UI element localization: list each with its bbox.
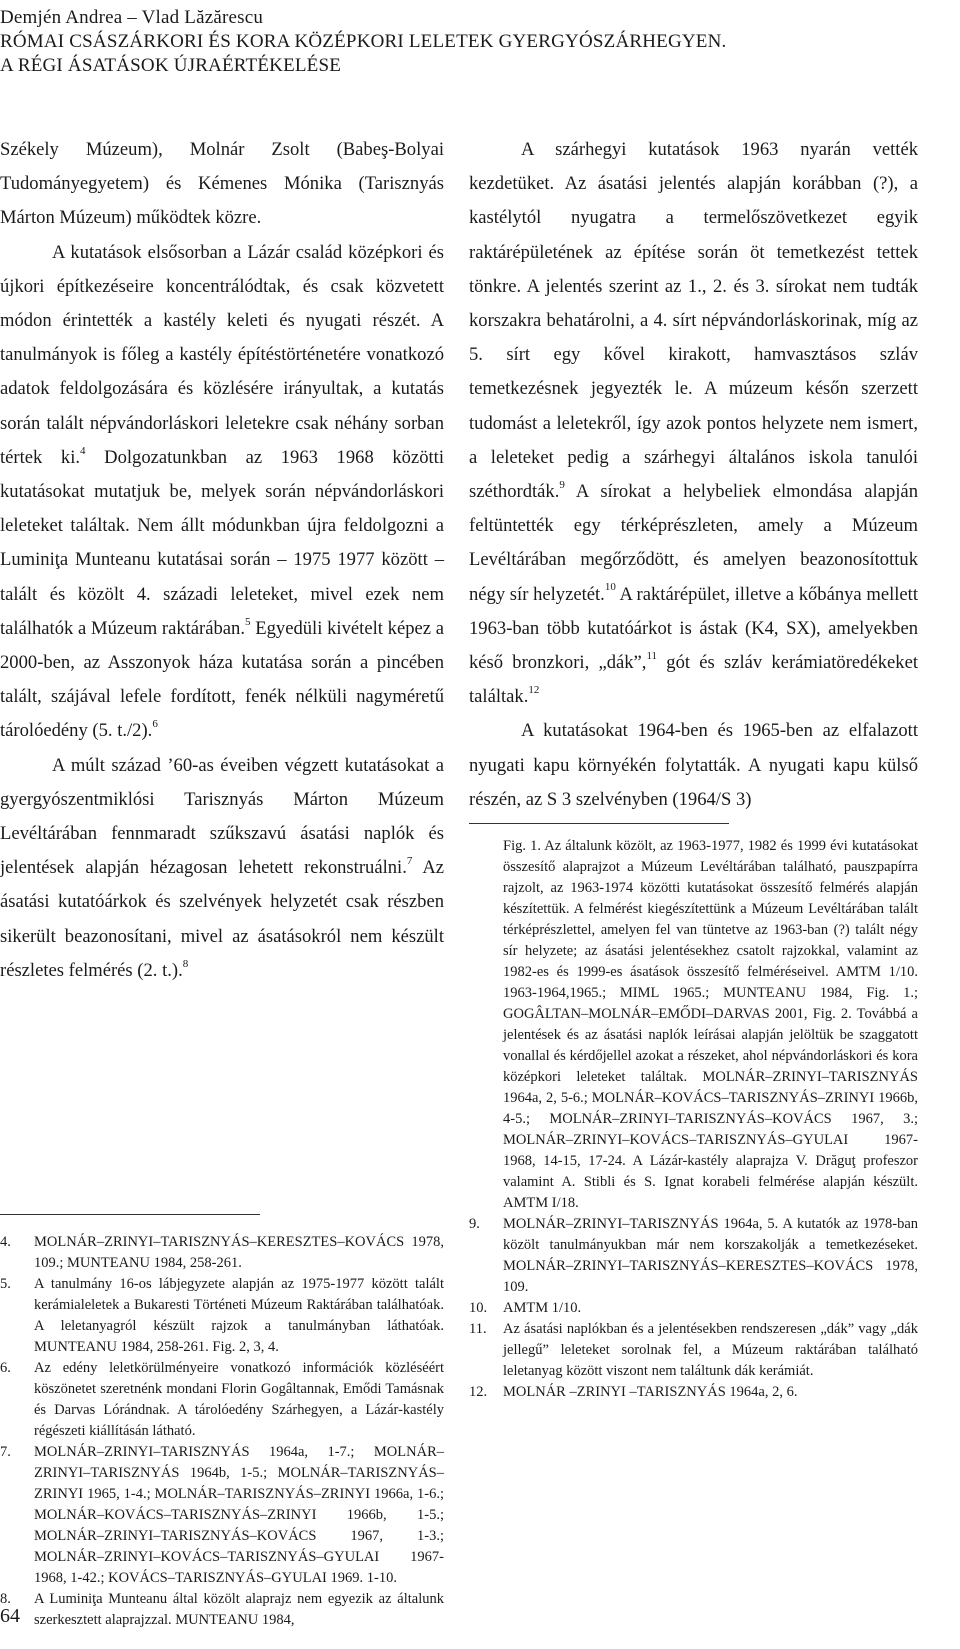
footnote-ref-10[interactable]: 10 bbox=[604, 581, 616, 594]
footnote-ref-5[interactable]: 5 bbox=[245, 615, 251, 628]
footnote-text: A Luminiţa Munteanu által közölt alaprajz nem egyezik az általunk szerkesztett alaprajzzal. MUNTEANU 1984, bbox=[34, 1591, 444, 1628]
footnote-number: 5. bbox=[0, 1276, 11, 1292]
footnote-item bbox=[0, 1589, 444, 1631]
footnote-number bbox=[469, 836, 503, 1214]
footnote-number: 9. bbox=[469, 1216, 480, 1232]
footnote-item bbox=[0, 1232, 444, 1274]
footnote-text: Fig. 1. Az általunk közölt, az 1963-1977, 1982 és 1999 évi kutatásokat összesítő alaprajzot a Múzeum Levéltárában található, pauszpapírra rajzolt, az 1963-1974 közötti kutatásokat összesítő felmérés alapján készítettük. A felmérést kiegészítettünk a Múzeum Levéltárában talált térképrészlettel, amelyen fel van tüntetve az 1963-ban (?) talált négy sír helyzete; az ásatási jelentésekhez csatolt rajzokkal, valamint az 1982-es és 1999-es ásatások összesítő felméréseivel. AMTM 1/10. 1963-1964,1965.; MIML 1965.; MUNTEANU 1984, Fig. 1.; GOGÂLTAN–MOLNÁR–EMŐDI–DARVAS 2001, Fig. 2. Továbbá a jelentések és az ásatási naplók leírásai alapján jelöltük be szaggatott vonallal és kérdőjellel azokat a részeket, ahol népvándorláskori és kora középkori leleteket találtak. MOLNÁR–ZRINYI–TARISZNYÁS 1964a, 2, 5-6.; MOLNÁR–KOVÁCS–TARISZNYÁS–ZRINYI 1966b, 4-5.; MOLNÁR–ZRINYI–TARISZNYÁS–KOVÁCS 1967, 3.; MOLNÁR–ZRINYI–KOVÁCS–TARISZNYÁS–GYULAI 1967-1968, 14-15, 17-24. A Lázár-kastély alaprajza V. Drăguţ profeszor valamint A. Stibli és S. Ignat korabeli felmérése alapján készült. AMTM I/18. bbox=[503, 838, 918, 1211]
paragraph-text: Az ásatási kutatóárkok és szelvények helyzetét csak részben sikerült beazonosítani, mivel az ásatásokról nem készült részletes felmérés (2. t.). bbox=[0, 857, 444, 981]
footnote-number: 10. bbox=[469, 1300, 488, 1316]
paragraph-1963-research bbox=[469, 133, 918, 714]
paragraph-text: A sírokat a helybeliek elmondása alapján feltüntették egy térképrészleten, amely a Múzeum Levéltárában megőrződött, és amelyen beazonosítottuk négy sír helyzetét. bbox=[469, 481, 918, 605]
footnote-text: MOLNÁR–ZRINYI–TARISZNYÁS 1964a, 5. A kutatók az 1978-ban közölt tanulmányukban már nem korszakolják a temetkezéseket. MOLNÁR–ZRINYI–TARISZNYÁS–KERESZTES–KOVÁCS 1978, 109. bbox=[503, 1216, 918, 1295]
footnote-ref-11[interactable]: 11 bbox=[646, 649, 658, 662]
footnote-separator bbox=[0, 1214, 260, 1215]
page-number: 64 bbox=[0, 1605, 20, 1627]
footnote-text: A tanulmány 16-os lábjegyzete alapján az 1975-1977 között talált kerámialeletek a Bukaresti Történeti Múzeum Raktárában találhatóak. A leletanyagról készült rajzok a tanulmányban láthatóak. MUNTEANU 1984, 258-261. Fig. 2, 3, 4. bbox=[34, 1276, 444, 1355]
footnote-ref-6[interactable]: 6 bbox=[152, 718, 158, 731]
header-authors: Demjén Andrea – Vlad Lăzărescu bbox=[0, 7, 264, 28]
footnote-item bbox=[0, 1358, 444, 1442]
footnote-ref-8[interactable]: 8 bbox=[182, 957, 189, 970]
footnote-text: MOLNÁR –ZRINYI –TARISZNYÁS 1964a, 2, 6. bbox=[503, 1384, 798, 1400]
header-title-line-1: RÓMAI CSÁSZÁRKORI ÉS KORA KÖZÉPKORI LELETEK GYERGYÓSZÁRHEGYEN. bbox=[0, 31, 727, 52]
footnote-item bbox=[469, 1214, 918, 1298]
footnote-item bbox=[469, 1298, 918, 1319]
footnote-text: AMTM 1/10. bbox=[503, 1300, 582, 1316]
footnote-ref-7[interactable]: 7 bbox=[406, 855, 413, 868]
footnote-separator bbox=[469, 823, 729, 824]
paragraph-sixties-research bbox=[0, 749, 444, 988]
paragraph-text: A szárhegyi kutatások 1963 nyarán vették kezdetüket. Az ásatási jelentés alapján korábban (?), a kastélytól nyugatra a termelőszövetkezet egyik raktárépületének az építése során öt temetkezést tettek tönkre. A jelentés szerint az 1., 2. és 3. sírokat nem tudták korszakra behatárolni, a 4. sírt népvándorláskorinak, míg az 5. sírt egy kővel kirakott, hamvasztásos szláv temetkezésnek jegyezték le. A múzeum későn szerzett tudomást a leletekről, így azok pontos helyzete nem ismert, a leleteket pedig a szárhegyi általános iskola tanulói széthordták. bbox=[469, 139, 918, 503]
footnote-item bbox=[469, 1382, 918, 1403]
footnote-number: 11. bbox=[469, 1321, 487, 1337]
footnote-text: MOLNÁR–ZRINYI–TARISZNYÁS–KERESZTES–KOVÁCS 1978, 109.; MUNTEANU 1984, 258-261. bbox=[34, 1234, 444, 1271]
footnotes-left bbox=[0, 1232, 444, 1631]
footnote-number: 12. bbox=[469, 1384, 488, 1400]
paragraph-text: gót és szláv kerámiatöredékeket találtak. bbox=[469, 652, 918, 708]
footnote-number: 8. bbox=[0, 1591, 11, 1607]
paragraph-text: A raktárépület, illetve a kőbánya mellett 1963-ban több kutatóárkot is ástak (K4, SX), amelyekben késő bronzkori, „dák”, bbox=[469, 583, 918, 674]
left-text-column bbox=[0, 133, 444, 988]
paragraph-research-scope bbox=[0, 236, 444, 749]
right-text-column bbox=[469, 133, 918, 817]
paragraph-intro-continued: Székely Múzeum), Molnár Zsolt (Babeş-Bolyai Tudományegyetem) és Kémenes Mónika (Tarisznyás Márton Múzeum) működtek közre. bbox=[0, 139, 444, 229]
footnote-item bbox=[0, 1442, 444, 1589]
footnote-number: 4. bbox=[0, 1234, 11, 1250]
footnote-ref-9[interactable]: 9 bbox=[559, 478, 565, 491]
running-header bbox=[0, 6, 960, 78]
footnote-ref-4[interactable]: 4 bbox=[80, 444, 86, 457]
paragraph-1964-research: A kutatásokat 1964-ben és 1965-ben az elfalazott nyugati kapu környékén folytatták. A nyugati kapu külső részén, az S 3 szelvényben (1964/S 3) bbox=[469, 720, 918, 810]
footnote-item bbox=[469, 836, 918, 1214]
paragraph-text: Egyedüli kivételt képez a 2000-ben, az Asszonyok háza kutatása során a pincében talált, szájával lefele fordított, fenék nélküli nagyméretű tárolóedény (5. t./2). bbox=[0, 617, 445, 742]
footnote-text: Az edény leletkörülményeire vonatkozó információk közléséért köszönetet szeretnénk mondani Florin Gogâltannak, Emődi Tamásnak és Darvas Lórándnak. A tárolóedény Szárhegyen, a Lázár-kastély régészeti kiállításán látható. bbox=[34, 1360, 444, 1439]
paragraph-text: A kutatások elsősorban a Lázár család középkori és újkori építkezéseire koncentrálódtak, és csak közvetett módon érintették a kastély keleti és nyugati részét. A tanulmányok is főleg a kastély építéstörténetére vonatkozó adatok feldolgozására és közlésére irányultak, a kutatás során talált népvándorláskori leletekre csak néhány sorban tértek ki. bbox=[0, 241, 444, 468]
footnote-item bbox=[0, 1274, 444, 1358]
footnote-number: 7. bbox=[0, 1444, 11, 1460]
footnote-text: MOLNÁR–ZRINYI–TARISZNYÁS 1964a, 1-7.; MOLNÁR–ZRINYI–TARISZNYÁS 1964b, 1-5.; MOLNÁR–TARISZNYÁS–ZRINYI 1965, 1-4.; MOLNÁR–TARISZNYÁS–ZRINYI 1966a, 1-6.; MOLNÁR–KOVÁCS–TARISZNYÁS–ZRINYI 1966b, 1-5.; MOLNÁR–ZRINYI–TARISZNYÁS–KOVÁCS 1967, 1-3.; MOLNÁR–ZRINYI–KOVÁCS–TARISZNYÁS–GYULAI 1967-1968, 1-42.; KOVÁCS–TARISZNYÁS–GYULAI 1969. 1-10. bbox=[34, 1444, 444, 1586]
paragraph-text: Dolgozatunkban az 1963 1968 közötti kutatásokat mutatjuk be, melyek során népvándorláskori leleteket találtak. Nem állt módunkban újra feldolgozni a Luminiţa Munteanu kutatásai során – 1975 1977 között – talált és közölt 4. századi leleteket, mivel ezek nem találhatók a Múzeum raktárában. bbox=[0, 446, 444, 639]
footnote-item bbox=[469, 1319, 918, 1382]
paragraph-text: A múlt század ’60-as éveiben végzett kutatásokat a gyergyószentmiklósi Tarisznyás Márton Múzeum Levéltárában fennmaradt szűkszavú ásatási naplók és jelentések alapján hézagosan lehetett rekonstruálni. bbox=[0, 754, 444, 879]
footnote-text: Az ásatási naplókban és a jelentésekben rendszeresen „dák” vagy „dák jellegű” leleteket sorolnak fel, a Múzeum raktárában található leletanyag között viszont nem találtunk dák kerámiát. bbox=[503, 1321, 918, 1379]
footnote-ref-12[interactable]: 12 bbox=[528, 684, 540, 697]
footnote-number: 6. bbox=[0, 1360, 11, 1376]
header-title-line-2: A RÉGI ÁSATÁSOK ÚJRAÉRTÉKELÉSE bbox=[0, 55, 342, 76]
footnotes-right bbox=[469, 836, 918, 1403]
